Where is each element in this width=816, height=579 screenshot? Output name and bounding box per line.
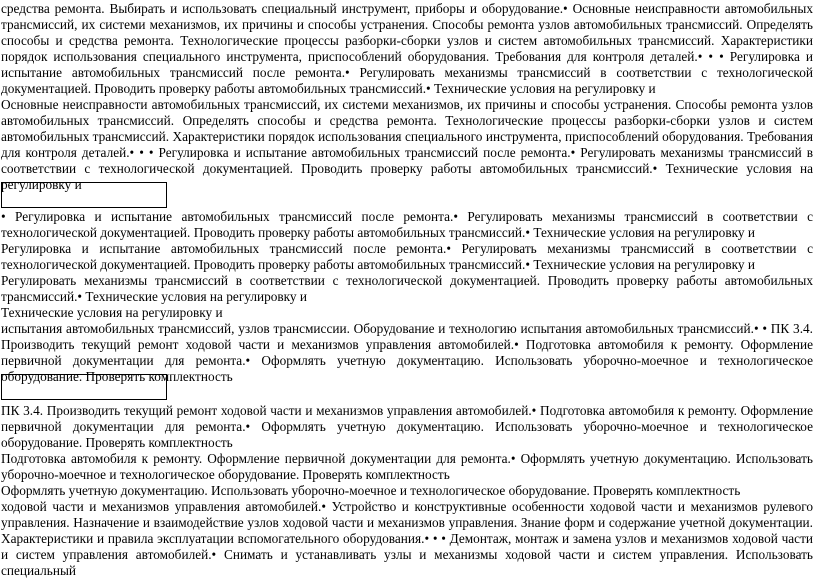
paragraph-3: • Регулировка и испытание автомобильных трансмиссий после ремонта.• Регулировать механизмы трансмиссий в соответствии с технологической документацией. Проводить проверку работы автомобильных трансмиссий.• Технические условия на регулировку и — [1, 209, 813, 240]
paragraph-7: испытания автомобильных трансмиссий, узлов трансмиссии. Оборудование и технологию испытания автомобильных трансмиссий.• • ПК 3.4. Производить текущий ремонт ходовой части и механизмов управления автомобилей.• Подготовка автомобиля к ремонту. Оформление первичной документации для ремонта.• Оформлять учетную документацию. Использовать уборочно-моечное и технологическое оборудование. Проверять комплектность — [1, 321, 813, 384]
paragraph-4: Регулировка и испытание автомобильных трансмиссий после ремонта.• Регулировать механизмы трансмиссий в соответствии с технологической документацией. Проводить проверку работы автомобильных трансмиссий.• Технические условия на регулировку и — [1, 241, 813, 272]
paragraph-5: Регулировать механизмы трансмиссий в соответствии с технологической документацией. Проводить проверку работы автомобильных трансмиссий.• Технические условия на регулировку и — [1, 273, 813, 304]
empty-table-cell-2 — [1, 374, 167, 400]
empty-table-cell — [1, 182, 167, 208]
paragraph-9: Подготовка автомобиля к ремонту. Оформление первичной документации для ремонта.• Оформлять учетную документацию. Использовать уборочно-моечное и технологическое оборудование. Проверять комплектность — [1, 451, 813, 482]
paragraph-1: средства ремонта. Выбирать и использовать специальный инструмент, приборы и оборудование.• Основные неисправности автомобильных трансмиссий, их системи механизмов, их причины и способы устранения. Способы ремонта узлов автомобильных трансмиссий. Определять способы и средства ремонта. Технологические процессы разборки-сборки узлов и систем автомобильных трансмиссий. Характеристики порядок использования специального инструмента, приспособлений оборудования. Требования для контроля деталей.• • • Регулировка и испытание автомобильных трансмиссий после ремонта.• Регулировать механизмы трансмиссий в соответствии с технологической документацией. Проводить проверку работы автомобильных трансмиссий.• Технические условия на регулировку и — [1, 1, 813, 96]
paragraph-8: ПК 3.4. Производить текущий ремонт ходовой части и механизмов управления автомобилей.• Подготовка автомобиля к ремонту. Оформление первичной документации для ремонта.• Оформлять учетную документацию. Использовать уборочно-моечное и технологическое оборудование. Проверять комплектность — [1, 403, 813, 450]
paragraph-2: Основные неисправности автомобильных трансмиссий, их системи механизмов, их причины и способы устранения. Способы ремонта узлов автомобильных трансмиссий. Определять способы и средства ремонта. Технологические процессы разборки-сборки узлов и систем автомобильных трансмиссий. Характеристики порядок использования специального инструмента, приспособлений оборудования. Требования для контроля деталей.• • • Регулировка и испытание автомобильных трансмиссий после ремонта.• Регулировать механизмы трансмиссий в соответствии с технологической документацией. Проводить проверку работы автомобильных трансмиссий.• Технические условия на регулировку и — [1, 97, 813, 192]
paragraph-10: Оформлять учетную документацию. Использовать уборочно-моечное и технологическое оборудование. Проверять комплектность — [1, 483, 741, 498]
paragraph-6: Технические условия на регулировку и — [1, 305, 223, 320]
paragraph-11: ходовой части и механизмов управления автомобилей.• Устройство и конструктивные особенности ходовой части и механизмов рулевого управления. Назначение и взаимодействие узлов ходовой части и механизмов управления. Знание форм и содержание учетной документации. Характеристики и правила эксплуатации вспомогательного оборудования.• • • Демонтаж, монтаж и замена узлов и механизмов ходовой части и систем управления автомобилей.• Снимать и устанавливать узлы и механизмы ходовой части и систем управления. Использовать специальный — [1, 499, 813, 578]
